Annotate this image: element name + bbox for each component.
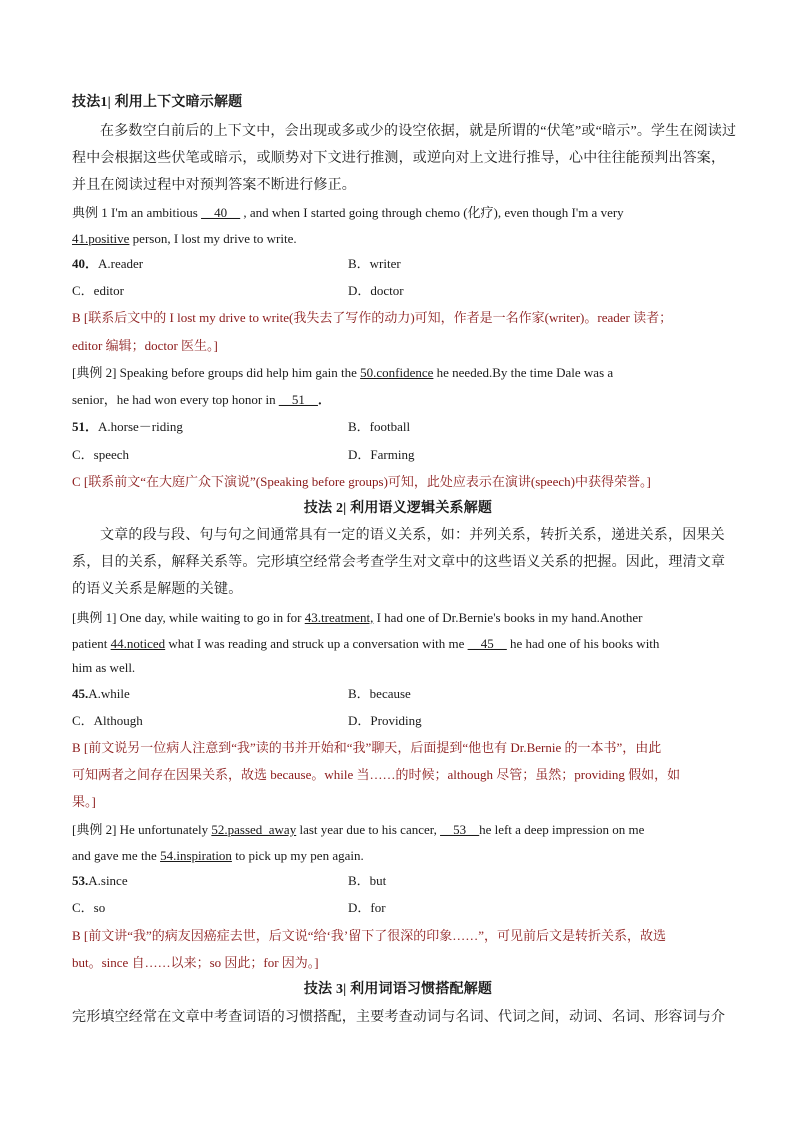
blank-50: 50.confidence	[360, 365, 434, 380]
example3-line2: patient 44.noticed what I was reading and struck up a conversation with me __45__ he had one of his books with	[72, 636, 660, 651]
blank-53: __53__	[440, 822, 480, 837]
option-b: B．football	[348, 419, 411, 434]
question-number: 45.	[72, 686, 89, 701]
section2-title: 技法 2| 利用语义逻辑关系解题	[303, 501, 493, 516]
example4-line2: and gave me the 54.inspiration to pick up my pen again.	[72, 848, 364, 863]
example1-line2: 41.positive person, I lost my drive to write.	[72, 231, 297, 246]
option-d: D．for	[348, 900, 386, 915]
option-c: C．Although	[72, 713, 143, 728]
example1-line1: 典例 1 I'm an ambitious __40__ , and when I started going through chemo (化疗), even though I'm a very	[72, 205, 624, 220]
question-number: 40．	[72, 256, 99, 271]
question-45-row1	[72, 685, 724, 703]
section3-title: 技法 3| 利用词语习惯搭配解题	[303, 982, 493, 997]
answer-40-line2: editor 编辑；doctor 医生。]	[72, 338, 218, 353]
question-number: 51．	[72, 419, 99, 434]
section1-para-line2: 程中会根据这些伏笔或暗示，或顺势对下文进行推测，或逆向对上文进行推导，心中往往能预判出答案，	[72, 151, 726, 166]
answer-40-line1: B [联系后文中的 I lost my drive to write(我失去了写作的动力)可知，作者是一名作家(writer)。reader 读者；	[72, 310, 673, 325]
section2-para-line1: 文章的段与段、句与句之间通常具有一定的语义关系，如：并列关系，转折关系，递进关系，因果关	[100, 528, 725, 543]
answer-45-line3: 果。]	[72, 794, 96, 809]
question-51-row1	[72, 418, 724, 436]
answer-53-line1: B [前文讲“我”的病友因癌症去世，后文说“给‘我’留下了很深的印象……”，可见前后文是转折关系，故选	[72, 928, 666, 943]
answer-53-line2: but。since 自……以来；so 因此；for 因为。]	[72, 955, 319, 970]
section2-para-line2: 系，目的关系，解释关系等。完形填空经常会考查学生对文章中的这些语义关系的把握。因此，理清文章	[72, 555, 726, 570]
option-c: C．speech	[72, 447, 130, 462]
answer-45-line2: 可知两者之间存在因果关系，故选 because。while 当……的时候；although 尽管；虽然；providing 假如，如	[72, 767, 681, 782]
answer-51-line1: C [联系前文“在大庭广众下演说”(Speaking before groups)可知，此处应表示在演讲(speech)中获得荣誉。]	[72, 474, 651, 489]
section3-para-line1: 完形填空经常在文章中考查词语的习惯搭配，主要考查动词与名词、代词之间，动词、名词、形容词与介	[72, 1010, 726, 1025]
option-b: B．because	[348, 686, 411, 701]
option-b: B．but	[348, 873, 387, 888]
example3-line1: [典例 1] One day, while waiting to go in for 43.treatment, I had one of Dr.Bernie's books in my hand.Another	[72, 610, 643, 625]
blank-44: 44.noticed	[110, 636, 166, 651]
blank-52: 52.passed_away	[211, 822, 297, 837]
question-53-row1	[72, 872, 724, 890]
blank-54: 54.inspiration	[160, 848, 232, 863]
option-a: A.since	[88, 873, 128, 888]
blank-43: 43.treatment,	[304, 610, 374, 625]
blank-51: __51__	[278, 392, 318, 407]
example4-line1: [典例 2] He unfortunately 52.passed_away last year due to his cancer, __53__he left a deep impression on me	[72, 822, 645, 837]
question-45-row2	[72, 712, 724, 730]
question-40-row2	[72, 282, 724, 300]
option-c: C．so	[72, 900, 106, 915]
blank-41: 41.positive	[72, 231, 130, 246]
blank-40: __40__	[201, 205, 241, 220]
example2-line1: [典例 2] Speaking before groups did help him gain the 50.confidence he needed.By the time Dale was a	[72, 365, 614, 380]
option-a: A.horse－riding	[98, 419, 183, 434]
section1-title: 技法1| 利用上下文暗示解题	[72, 95, 243, 110]
example3-line3: him as well.	[72, 660, 136, 675]
option-c: C．editor	[72, 283, 124, 298]
section1-para-line1: 在多数空白前后的上下文中，会出现或多或少的设空依据，就是所谓的“伏笔”或“暗示”。学生在阅读过	[100, 124, 737, 139]
question-53-row2	[72, 899, 724, 917]
section2-para-line3: 的语义关系是解题的关键。	[72, 582, 243, 597]
blank-45: __45__	[467, 636, 507, 651]
question-51-row2	[72, 446, 724, 464]
option-d: D．Farming	[348, 447, 415, 462]
question-number: 53.	[72, 873, 89, 888]
question-40-row1	[72, 255, 724, 273]
option-a: A.reader	[98, 256, 144, 271]
example2-line2: senior，he had won every top honor in __51__．	[72, 392, 331, 407]
option-b: B．writer	[348, 256, 401, 271]
option-d: D．doctor	[348, 283, 404, 298]
option-a: A.while	[88, 686, 130, 701]
option-d: D．Providing	[348, 713, 422, 728]
section1-para-line3: 并且在阅读过程中对预判答案不断进行修正。	[72, 178, 356, 193]
answer-45-line1: B [前文说另一位病人注意到“我”读的书并开始和“我”聊天，后面提到“他也有 Dr.Bernie 的一本书”，由此	[72, 740, 662, 755]
